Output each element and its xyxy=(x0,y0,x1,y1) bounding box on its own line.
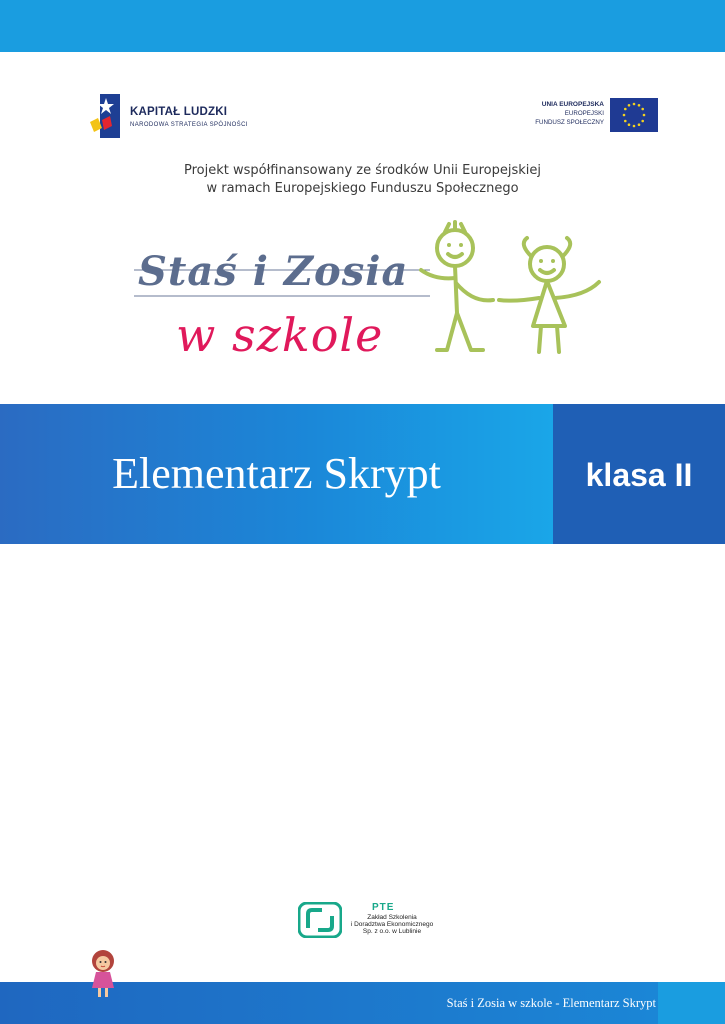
pte-line-2: i Doradztwa Ekonomicznego xyxy=(350,921,434,928)
children-drawing-icon xyxy=(415,218,620,368)
top-color-band xyxy=(0,0,725,52)
kapital-ludzki-subtitle: NARODOWA STRATEGIA SPÓJNOŚCI xyxy=(130,122,248,128)
footer-band-tail xyxy=(658,982,725,1024)
pte-logo xyxy=(298,898,448,940)
pte-emblem-icon xyxy=(298,902,342,938)
cofinancing-line-1: Projekt współfinansowany ze środków Unii Europejskiej xyxy=(183,163,542,178)
kapital-ludzki-title: KAPITAŁ LUDZKI xyxy=(130,106,228,118)
pte-line-3: Sp. z o.o. w Lublinie xyxy=(362,928,422,935)
cofinancing-statement xyxy=(0,162,725,198)
kapital-ludzki-logo xyxy=(90,92,250,140)
stas-i-zosia-artwork xyxy=(130,218,620,368)
eu-line-2: EUROPEJSKI xyxy=(564,110,604,117)
eu-title: UNIA EUROPEJSKA xyxy=(541,101,604,108)
document-title: Elementarz Skrypt xyxy=(112,449,441,498)
cofinancing-line-2: w ramach Europejskiego Funduszu Społecznego xyxy=(206,181,519,196)
footer-caption: Staś i Zosia w szkole - Elementarz Skrypt xyxy=(446,996,656,1010)
grade-label: klasa II xyxy=(585,457,693,493)
eu-logo xyxy=(520,98,658,134)
series-title: Staś i Zosia xyxy=(138,248,409,295)
series-subtitle: w szkole xyxy=(176,308,384,362)
eu-flag-icon xyxy=(610,98,658,132)
kapital-ludzki-emblem-icon xyxy=(90,92,122,140)
eu-logo-text xyxy=(535,101,604,126)
eu-line-3: FUNDUSZ SPOŁECZNY xyxy=(535,119,604,126)
girl-doll-icon xyxy=(84,948,122,1000)
pte-name: PTE xyxy=(372,902,395,913)
pte-line-1: Zakład Szkolenia xyxy=(367,914,417,921)
